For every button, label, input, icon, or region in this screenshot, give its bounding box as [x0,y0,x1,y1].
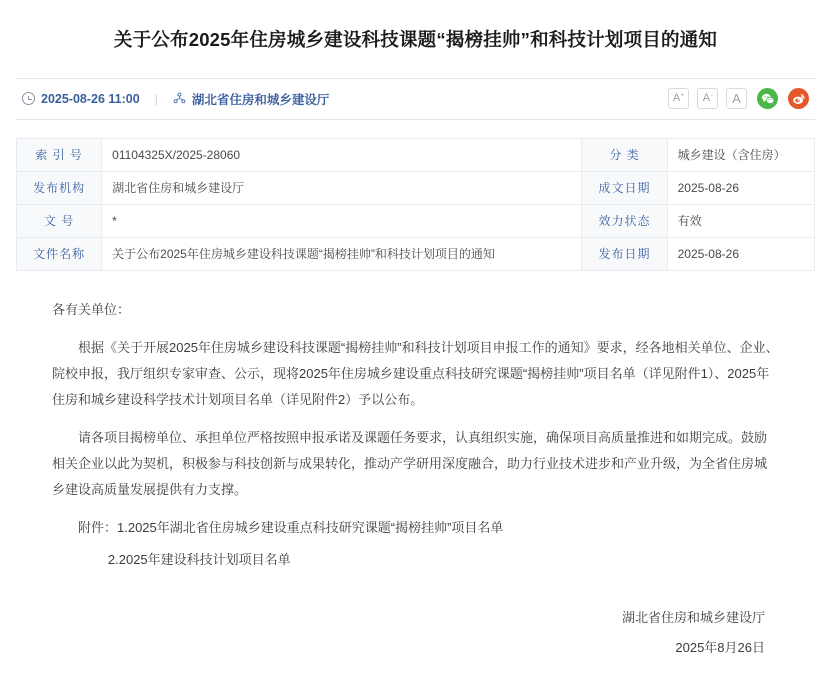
info-label-publisher: 发布机构 [17,171,102,204]
meta-left-group [22,90,329,108]
attachment-item-2: 2.2025年建设科技计划项目名单 [107,551,291,567]
page-title: 关于公布2025年住房城乡建设科技课题“揭榜挂帅”和科技计划项目的通知 [113,29,718,50]
attachment-item-1: 附件：1.2025年湖北省住房城乡建设重点科技研究课题“揭榜挂帅”项目名单 [78,519,504,535]
font-size-default-label: A [732,91,741,107]
meta-separator: | [154,91,158,106]
meta-right-group [668,88,809,109]
signature-organization: 湖北省住房和城乡建设厅 [621,609,765,625]
info-value-publish-date: 2025-08-26 [667,237,814,270]
font-size-increase-label: A [672,92,681,105]
table-row [17,204,815,237]
font-size-increase-sup: + [680,91,685,99]
info-value-doc-number: * [102,204,582,237]
font-size-default-button[interactable] [726,88,747,109]
table-row [17,237,815,270]
source-organization-link[interactable]: 湖北省住房和城乡建设厅 [191,92,330,107]
info-label-doc-number: 文 号 [17,204,102,237]
info-value-file-name: 关于公布2025年住房城乡建设科技课题“揭榜挂帅”和科技计划项目的通知 [102,237,582,270]
table-row [17,171,815,204]
info-value-category: 城乡建设（含住房） [667,138,814,171]
clock-icon [22,92,35,105]
document-info-table [16,138,815,271]
body-paragraph-2: 请各项目揭榜单位、承担单位严格按照申报承诺及课题任务要求，认真组织实施，确保项目高质量推进和如期完成。鼓励相关企业以此为契机，积极参与科技创新与成果转化，推动产学研用深度融合，助力行业技术进步和产业升级，为全省住房城乡建设高质量发展提供有力支撑。 [52,429,768,497]
font-size-decrease-label: A [702,92,711,105]
organization-icon [173,92,186,105]
info-value-index: 01104325X/2025-28060 [102,138,582,171]
font-size-decrease-sup: - [710,91,713,99]
info-label-status: 效力状态 [582,204,667,237]
publish-datetime: 2025-08-26 11:00 [41,91,140,106]
body-salutation: 各有关单位： [52,301,131,317]
info-label-index: 索 引 号 [17,138,102,171]
info-label-publish-date: 发布日期 [582,237,667,270]
font-size-increase-button[interactable] [668,88,689,109]
signature-date: 2025年8月26日 [675,639,765,655]
body-paragraph-1: 根据《关于开展2025年住房城乡建设科技课题“揭榜挂帅”和科技计划项目申报工作的通知》要求，经各地相关单位、企业、院校申报，我厅组织专家审查、公示，现将2025年住房城乡建设重点科技研究课题“揭榜挂帅”项目名单（详见附件1）、2025年住房和城乡建设科学技术计划项目名单（详见附件2）予以公布。 [52,339,779,407]
meta-bar [16,78,815,120]
info-label-file-name: 文件名称 [17,237,102,270]
info-value-publisher: 湖北省住房和城乡建设厅 [102,171,582,204]
info-label-category: 分 类 [582,138,667,171]
info-value-written-date: 2025-08-26 [667,171,814,204]
info-value-status: 有效 [667,204,814,237]
document-body [0,271,831,589]
wechat-share-icon[interactable] [757,88,778,109]
font-size-decrease-button[interactable] [697,88,718,109]
info-label-written-date: 成文日期 [582,171,667,204]
weibo-share-icon[interactable] [788,88,809,109]
table-row [17,138,815,171]
